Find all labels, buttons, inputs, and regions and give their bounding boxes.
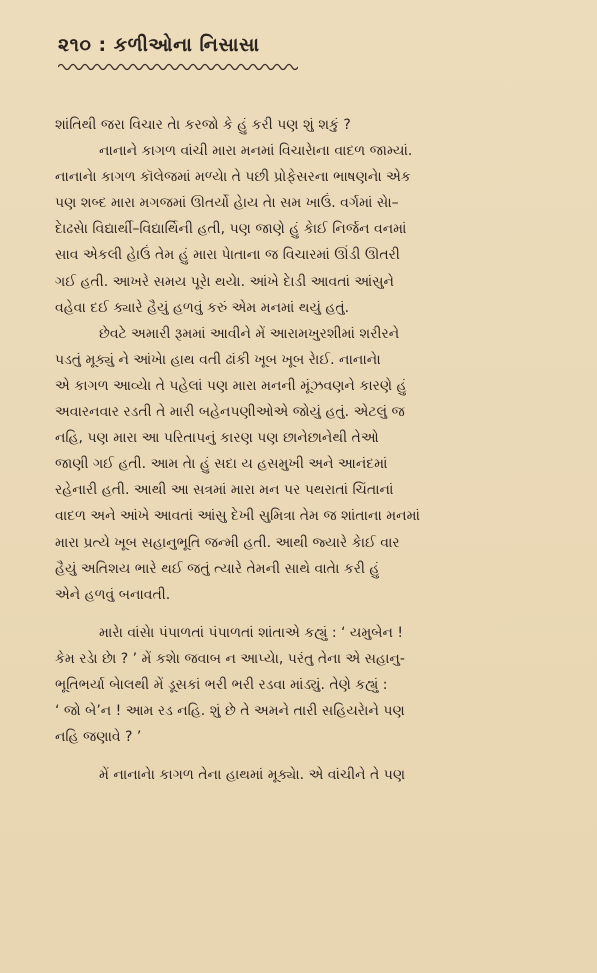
text-line: પડતું મૂક્યું ને આંખેા હાથ વતી ઢાંકી ખૂબ ખૂબ રેાઈ. નાનાનેા: [55, 351, 381, 368]
text-line: જાણી ગઈ હતી. આમ તેા હું સદા ય હસમુખી અને આનંદમાં: [55, 456, 388, 473]
text-line: વહેવા દઈ ક્યારે હૈયું હળવું કરું એમ મનમાં થયું હતું.: [55, 299, 350, 316]
text-line: નહિ, પણ મારા આ પરિતાપનું કારણ પણ છાનેછાનેથી તેઓ: [55, 430, 379, 447]
text-line: નહિ જણાવે ? ’: [55, 729, 142, 746]
text-line: મારા પ્રત્યે ખૂબ સહાનુભૂતિ જન્મી હતી. આથી જ્યારે કેાઈ વાર: [55, 534, 400, 551]
text-line: ભૂતિભર્યા બેાલથી મેં ડૂસકાં ભરી ભરી રડવા માંડ્યું. તેણે કહ્યું :: [55, 676, 388, 693]
text-line: સાવ એકલી હેાઉં તેમ હું મારા પેાતાના જ વિચારમાં ઊંડી ઊતરી: [55, 247, 400, 264]
text-line: દેાઢસેા વિદ્યાર્થી–વિદ્યાર્થિની હતી, પણ જાણે હું કેાઈ નિર્જન વનમાં: [55, 221, 407, 238]
text-line: એને હળવું બનાવતી.: [55, 586, 171, 603]
text-line: ‘ જો બે’ન ! આમ રડ નહિ. શું છે તે અમને તારી સહિયરેાને પણ: [55, 703, 405, 720]
text-line: ગઈ હતી. આખરે સમય પૂરેા થયેા. આંખે દેાડી આવતાં આંસુને: [55, 273, 394, 290]
text-line: પણ શબ્દ મારા મગજમાં ઊતર્યો હેાય તેા સમ ખાઉં. વર્ગમાં સેા–: [55, 195, 399, 212]
text-line: અવારનવાર રડતી તે મારી બહેનપણીઓએ જોયું હતું. એટલું જ: [55, 404, 405, 421]
text-line: શાંતિથી જરા વિચાર તેા કરજો કે હું કરી પણ શું શકું ?: [55, 117, 351, 133]
text-line: વાદળ અને આંખે આવતાં આંસુ દેખી સુમિત્રા તેમ જ શાંતાના મનમાં: [55, 508, 420, 525]
text-line: નાનાને કાગળ વાંચી મારા મનમાં વિચારેાના વાદળ જામ્યાં.: [99, 143, 413, 160]
text-line: રહેનારી હતી. આથી આ સત્રમાં મારા મન પર પથરાતાં ચિંતાનાં: [55, 482, 394, 499]
book-title: કળીઓના નિસાસા: [113, 34, 260, 56]
text-line: નાનાનેા કાગળ કૉલેજમાં મળ્યેા તે પછી પ્રોફેસરના ભાષણનેા એક: [55, 169, 411, 186]
text-line: એ કાગળ આવ્યેા તે પહેલાં પણ મારા મનની મૂંઝવણને કારણે હું: [55, 377, 407, 394]
decorative-wavy-underline: [58, 62, 298, 72]
text-line: કેમ રડેા છેા ? ’ મેં કશેા જવાબ ન આપ્યેા, પરંતુ તેના એ સહાનુ-: [55, 650, 405, 667]
text-line: છેવટે અમારી રૂમમાં આવીને મેં આરામખુરશીમાં શરીરને: [99, 325, 400, 342]
text-line: મારેા વાંસેા પંપાળતાં પંપાળતાં શાંતાએ કહ્યું : ‘ યમુબેન !: [99, 624, 403, 641]
page-body: [55, 112, 563, 788]
page-number: ૨૧૦: [58, 34, 92, 56]
text-line: હૈયું અતિશય ભારે થઈ જતું ત્યારે તેમની સાથે વાતેા કરી હું: [55, 560, 380, 577]
header-separator: :: [98, 34, 114, 56]
page-header: [58, 34, 260, 56]
text-line: મેં નાનાનેા કાગળ તેના હાથમાં મૂક્યેા. એ વાંચીને તે પણ: [99, 767, 406, 784]
